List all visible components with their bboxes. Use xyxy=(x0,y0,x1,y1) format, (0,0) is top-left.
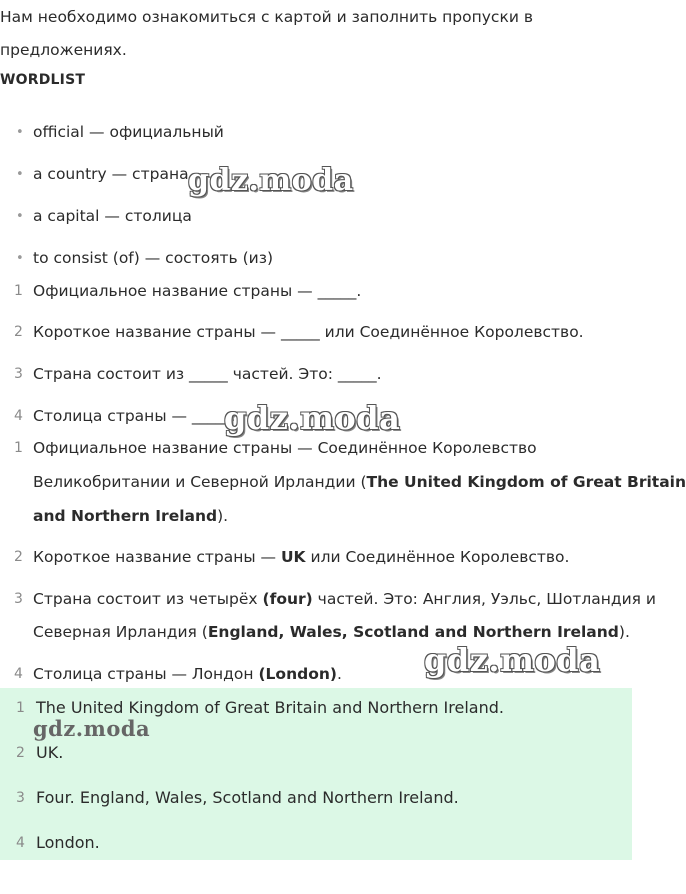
answer-text: Four. England, Wales, Scotland and Northern Ireland. xyxy=(36,788,459,807)
solution-4: Столица страны — Лондон (London). xyxy=(33,665,342,683)
watermark-logo: gdz.moda xyxy=(188,163,354,198)
solution-number: 3 xyxy=(14,591,23,607)
bullet-icon: • xyxy=(16,125,24,140)
solution-1-line-3: and Northern Ireland). xyxy=(33,507,229,525)
watermark-logo: gdz.moda xyxy=(33,716,151,741)
task-number: 1 xyxy=(14,283,23,299)
solution-number: 4 xyxy=(14,666,23,682)
task-text: Официальное название страны — _____. xyxy=(33,282,362,300)
task-number: 2 xyxy=(14,324,23,340)
wordlist-item: a capital — столица xyxy=(33,207,192,225)
bullet-icon: • xyxy=(16,209,24,224)
intro-line-2: предложениях. xyxy=(0,41,127,59)
wordlist-item: a country — страна xyxy=(33,165,189,183)
solution-number: 1 xyxy=(14,440,23,456)
solution-number: 2 xyxy=(14,549,23,565)
wordlist-title: WORDLIST xyxy=(0,72,86,88)
watermark-logo: gdz.moda xyxy=(424,641,601,679)
task-number: 3 xyxy=(14,366,23,382)
answer-number: 2 xyxy=(16,745,25,761)
solution-1-line-1: Официальное название страны — Соединённое Королевство xyxy=(33,439,537,457)
bullet-icon: • xyxy=(16,251,24,266)
task-text: Короткое название страны — _____ или Соединённое Королевство. xyxy=(33,323,584,341)
answer-text: The United Kingdom of Great Britain and Northern Ireland. xyxy=(36,698,504,717)
answer-number: 1 xyxy=(16,700,25,716)
solution-1-line-2: Великобритании и Северной Ирландии (The United Kingdom of Great Britain xyxy=(33,473,686,491)
wordlist-item: to consist (of) — состоять (из) xyxy=(33,249,274,267)
solution-3-line-2: Северная Ирландия (England, Wales, Scotland and Northern Ireland). xyxy=(33,623,630,641)
watermark-logo: gdz.moda xyxy=(224,399,401,437)
bullet-icon: • xyxy=(16,167,24,182)
answer-number: 4 xyxy=(16,835,25,851)
intro-line-1: Нам необходимо ознакомиться с картой и заполнить пропуски в xyxy=(0,8,533,26)
answer-text: UK. xyxy=(36,743,64,762)
solution-3-line-1: Страна состоит из четырёх (four) частей. Это: Англия, Уэльс, Шотландия и xyxy=(33,590,656,608)
task-number: 4 xyxy=(14,408,23,424)
solution-2: Короткое название страны — UK или Соединённое Королевство. xyxy=(33,548,570,566)
answer-text: London. xyxy=(36,833,100,852)
wordlist-item: official — официальный xyxy=(33,123,224,141)
answer-number: 3 xyxy=(16,790,25,806)
task-text: Столица страны — _____. xyxy=(33,407,236,425)
task-text: Страна состоит из _____ частей. Это: _____. xyxy=(33,365,382,383)
